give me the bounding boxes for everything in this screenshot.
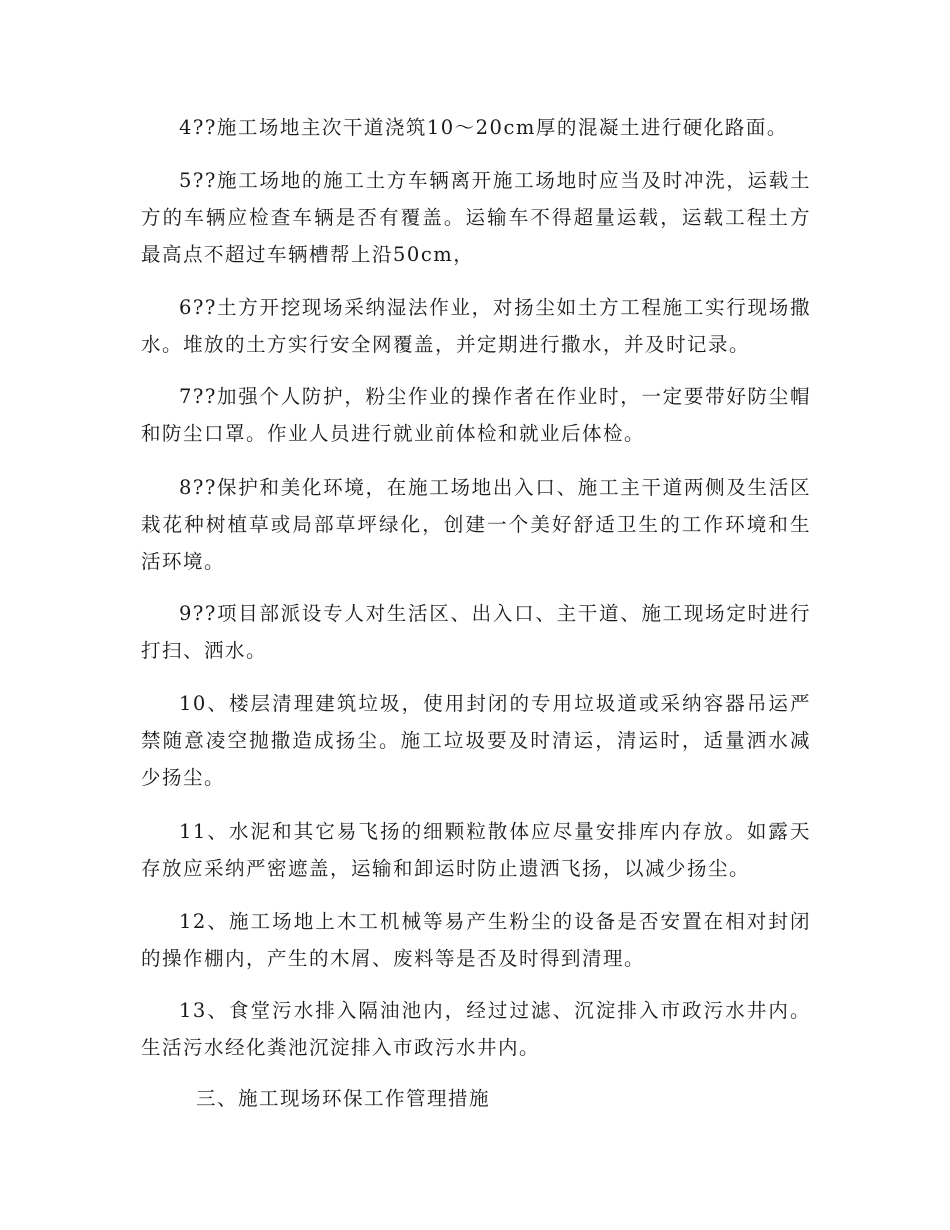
paragraph-item-9: 9??项目部派设专人对生活区、出入口、主干道、施工现场定时进行打扫、洒水。 [141, 602, 811, 662]
paragraph-item-8: 8??保护和美化环境，在施工场地出入口、施工主干道两侧及生活区栽花种树植草或局部草坪绿化，创建一个美好舒适卫生的工作环境和生活环境。 [141, 476, 811, 573]
paragraph-item-11: 11、水泥和其它易飞扬的细颗粒散体应尽量安排库内存放。如露天存放应采纳严密遮盖，运输和卸运时防止遗洒飞扬，以减少扬尘。 [141, 820, 811, 880]
paragraph-item-6: 6??土方开挖现场采纳湿法作业，对扬尘如土方工程施工实行现场撒水。堆放的土方实行安全网覆盖，并定期进行撒水，并及时记录。 [141, 296, 811, 356]
paragraph-item-12: 12、施工场地上木工机械等易产生粉尘的设备是否安置在相对封闭的操作棚内，产生的木屑、废料等是否及时得到清理。 [141, 910, 811, 970]
paragraph-item-13: 13、食堂污水排入隔油池内，经过过滤、沉淀排入市政污水井内。生活污水经化粪池沉淀排入市政污水井内。 [141, 999, 811, 1059]
section-heading: 三、施工现场环保工作管理措施 [196, 1087, 491, 1110]
paragraph-item-4: 4??施工场地主次干道浇筑10～20cm厚的混凝土进行硬化路面。 [179, 116, 788, 139]
paragraph-item-7: 7??加强个人防护，粉尘作业的操作者在作业时，一定要带好防尘帽和防尘口罩。作业人员进行就业前体检和就业后体检。 [141, 385, 811, 445]
paragraph-item-5: 5??施工场地的施工土方车辆离开施工场地时应当及时冲洗，运载土方的车辆应检查车辆是否有覆盖。运输车不得超量运载，运载工程土方最高点不超过车辆槽帮上沿50cm， [141, 169, 811, 266]
paragraph-item-10: 10、楼层清理建筑垃圾，使用封闭的专用垃圾道或采纳容器吊运严禁随意凌空抛撒造成扬尘。施工垃圾要及时清运，清运时，适量洒水减少扬尘。 [141, 692, 811, 789]
